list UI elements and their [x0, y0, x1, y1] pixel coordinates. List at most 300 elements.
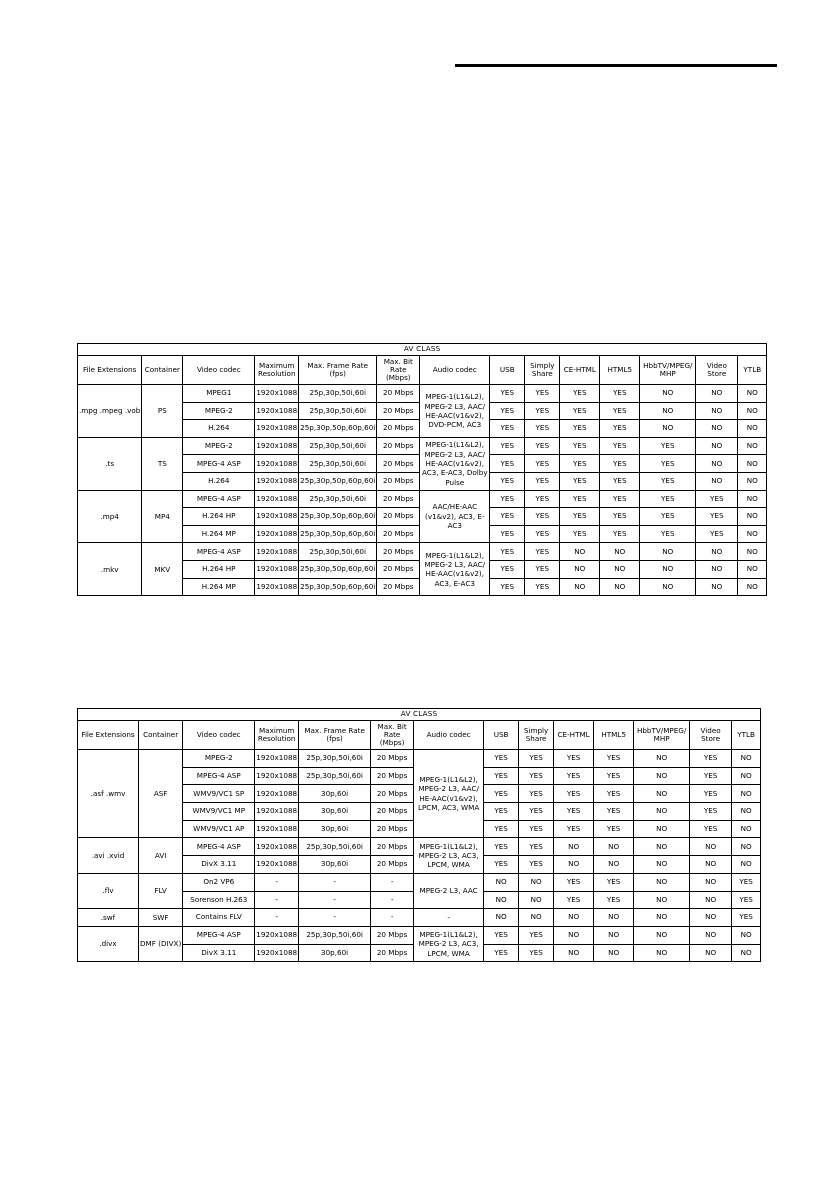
simply-share-support-cell: YES [519, 820, 554, 838]
resolution-cell: 1920x1088 [255, 767, 299, 785]
simply-share-support-cell: NO [519, 873, 554, 891]
bit-rate-cell: 20 Mbps [371, 944, 414, 962]
video-codec-cell: MPEG-4 ASP [183, 543, 255, 561]
av-class-table-1 [77, 343, 767, 596]
hbbtv-support-cell: NO [634, 838, 690, 856]
usb-support-cell: YES [484, 820, 519, 838]
simply-share-support-cell: YES [525, 578, 560, 596]
video-store-support-cell: NO [696, 560, 738, 578]
frame-rate-cell: 25p,30p,50i,60i [299, 767, 371, 785]
header-file-extensions: File Extensions [78, 721, 139, 750]
hbbtv-support-cell: NO [640, 578, 696, 596]
ce-html-support-cell: YES [560, 402, 600, 420]
table-row [78, 437, 767, 455]
resolution-cell: 1920x1088 [255, 750, 299, 768]
ce-html-support-cell: NO [554, 926, 594, 944]
frame-rate-cell: 30p,60i [299, 803, 371, 821]
html5-support-cell: YES [594, 873, 634, 891]
video-codec-cell: H.264 [183, 420, 255, 438]
container-cell: MKV [142, 543, 183, 596]
ce-html-support-cell: YES [554, 873, 594, 891]
frame-rate-cell: 25p,30p,50i,60i [299, 750, 371, 768]
ce-html-support-cell: YES [554, 803, 594, 821]
bit-rate-cell: 20 Mbps [371, 803, 414, 821]
usb-support-cell: YES [490, 472, 525, 490]
usb-support-cell: YES [484, 856, 519, 874]
video-codec-cell: DivX 3.11 [183, 856, 255, 874]
frame-rate-cell: 30p,60i [299, 785, 371, 803]
simply-share-support-cell: YES [525, 437, 560, 455]
header-simply-share: Simply Share [519, 721, 554, 750]
audio-codec-cell: MPEG-1(L1&L2), MPEG-2 L3, AAC/ HE-AAC(v1&v2), LPCM, AC3, WMA [414, 750, 484, 838]
container-cell: MP4 [142, 490, 183, 543]
html5-support-cell: YES [600, 420, 640, 438]
usb-support-cell: YES [484, 944, 519, 962]
html5-support-cell: YES [600, 472, 640, 490]
ytlb-support-cell: NO [732, 838, 761, 856]
simply-share-support-cell: YES [525, 560, 560, 578]
simply-share-support-cell: YES [525, 455, 560, 473]
av-class-title: AV CLASS [78, 344, 767, 356]
header-ytlb: YTLB [732, 721, 761, 750]
header-html5: HTML5 [600, 356, 640, 385]
html5-support-cell: YES [600, 437, 640, 455]
resolution-cell: - [255, 873, 299, 891]
usb-support-cell: YES [490, 420, 525, 438]
header-max-resolution: Maximum Resolution [255, 356, 299, 385]
ytlb-support-cell: NO [738, 490, 767, 508]
ce-html-support-cell: NO [554, 909, 594, 927]
usb-support-cell: YES [484, 785, 519, 803]
table-row [78, 909, 761, 927]
simply-share-support-cell: YES [525, 525, 560, 543]
container-cell: TS [142, 437, 183, 490]
usb-support-cell: YES [490, 578, 525, 596]
simply-share-support-cell: YES [519, 785, 554, 803]
bit-rate-cell: 20 Mbps [377, 543, 420, 561]
hbbtv-support-cell: NO [640, 560, 696, 578]
html5-support-cell: NO [594, 944, 634, 962]
hbbtv-support-cell: YES [640, 525, 696, 543]
frame-rate-cell: 30p,60i [299, 944, 371, 962]
hbbtv-support-cell: NO [634, 873, 690, 891]
html5-support-cell: YES [594, 803, 634, 821]
video-store-support-cell: YES [690, 750, 732, 768]
video-codec-cell: MPEG-4 ASP [183, 455, 255, 473]
frame-rate-cell: 25p,30p,50i,60i [299, 490, 377, 508]
table-row [78, 838, 761, 856]
av-class-title: AV CLASS [78, 709, 761, 721]
ytlb-support-cell: NO [738, 543, 767, 561]
ce-html-support-cell: YES [560, 508, 600, 526]
table-row [78, 926, 761, 944]
ytlb-support-cell: NO [738, 560, 767, 578]
ytlb-support-cell: NO [732, 785, 761, 803]
simply-share-support-cell: YES [525, 420, 560, 438]
hbbtv-support-cell: NO [634, 750, 690, 768]
ytlb-support-cell: NO [738, 578, 767, 596]
video-store-support-cell: NO [696, 578, 738, 596]
ce-html-support-cell: NO [554, 856, 594, 874]
bit-rate-cell: 20 Mbps [371, 767, 414, 785]
bit-rate-cell: 20 Mbps [371, 838, 414, 856]
header-container: Container [142, 356, 183, 385]
video-codec-cell: MPEG-4 ASP [183, 926, 255, 944]
ytlb-support-cell: NO [738, 525, 767, 543]
video-store-support-cell: YES [696, 508, 738, 526]
video-codec-cell: MPEG-4 ASP [183, 490, 255, 508]
resolution-cell: 1920x1088 [255, 402, 299, 420]
video-store-support-cell: NO [690, 838, 732, 856]
audio-codec-cell: MPEG-1(L1&L2), MPEG-2 L3, AC3, LPCM, WMA [414, 838, 484, 873]
header-max-resolution: Maximum Resolution [255, 721, 299, 750]
ytlb-support-cell: NO [738, 472, 767, 490]
html5-support-cell: YES [594, 820, 634, 838]
simply-share-support-cell: YES [519, 838, 554, 856]
header-max-bit-rate: Max. Bit Rate (Mbps) [371, 721, 414, 750]
ce-html-support-cell: YES [560, 455, 600, 473]
ytlb-support-cell: YES [732, 873, 761, 891]
header-row [78, 721, 761, 750]
ytlb-support-cell: NO [732, 820, 761, 838]
file-extension-cell: .mpg .mpeg .vob [78, 385, 142, 438]
ytlb-support-cell: NO [732, 767, 761, 785]
resolution-cell: 1920x1088 [255, 420, 299, 438]
usb-support-cell: YES [484, 838, 519, 856]
ytlb-support-cell: NO [732, 944, 761, 962]
html5-support-cell: NO [600, 578, 640, 596]
resolution-cell: 1920x1088 [255, 820, 299, 838]
ce-html-support-cell: YES [554, 767, 594, 785]
hbbtv-support-cell: NO [634, 891, 690, 909]
video-codec-cell: MPEG-4 ASP [183, 838, 255, 856]
header-ce-html: CE-HTML [554, 721, 594, 750]
header-video-codec: Video codec [183, 721, 255, 750]
file-extension-cell: .divx [78, 926, 139, 961]
video-codec-cell: H.264 MP [183, 578, 255, 596]
html5-support-cell: YES [594, 750, 634, 768]
usb-support-cell: YES [490, 455, 525, 473]
header-usb: USB [484, 721, 519, 750]
frame-rate-cell: 25p,30p,50i,60i [299, 437, 377, 455]
video-store-support-cell: NO [696, 420, 738, 438]
hbbtv-support-cell: NO [634, 803, 690, 821]
video-store-support-cell: NO [696, 472, 738, 490]
ytlb-support-cell: NO [738, 455, 767, 473]
file-extension-cell: .ts [78, 437, 142, 490]
ce-html-support-cell: YES [560, 437, 600, 455]
top-rule [455, 64, 777, 67]
bit-rate-cell: 20 Mbps [377, 578, 420, 596]
table-row [78, 490, 767, 508]
simply-share-support-cell: YES [525, 543, 560, 561]
resolution-cell: 1920x1088 [255, 926, 299, 944]
header-file-extensions: File Extensions [78, 356, 142, 385]
video-codec-cell: MPEG1 [183, 385, 255, 403]
ytlb-support-cell: YES [732, 909, 761, 927]
ce-html-support-cell: YES [560, 472, 600, 490]
resolution-cell: 1920x1088 [255, 437, 299, 455]
table-row [78, 543, 767, 561]
header-ytlb: YTLB [738, 356, 767, 385]
hbbtv-support-cell: YES [640, 437, 696, 455]
header-usb: USB [490, 356, 525, 385]
usb-support-cell: NO [484, 909, 519, 927]
html5-support-cell: YES [594, 891, 634, 909]
simply-share-support-cell: YES [519, 926, 554, 944]
ce-html-support-cell: YES [554, 820, 594, 838]
audio-codec-cell: MPEG-2 L3, AAC [414, 873, 484, 908]
simply-share-support-cell: YES [525, 472, 560, 490]
ce-html-support-cell: YES [560, 525, 600, 543]
bit-rate-cell: 20 Mbps [371, 785, 414, 803]
usb-support-cell: YES [490, 437, 525, 455]
audio-codec-cell: MPEG-1(L1&L2), MPEG-2 L3, AC3, LPCM, WMA [414, 926, 484, 961]
usb-support-cell: YES [490, 385, 525, 403]
bit-rate-cell: 20 Mbps [371, 926, 414, 944]
video-store-support-cell: YES [696, 525, 738, 543]
video-store-support-cell: YES [696, 490, 738, 508]
html5-support-cell: NO [594, 909, 634, 927]
ytlb-support-cell: NO [732, 856, 761, 874]
simply-share-support-cell: YES [519, 803, 554, 821]
ytlb-support-cell: NO [732, 750, 761, 768]
html5-support-cell: NO [600, 560, 640, 578]
resolution-cell: 1920x1088 [255, 803, 299, 821]
hbbtv-support-cell: NO [640, 385, 696, 403]
video-codec-cell: MPEG-4 ASP [183, 767, 255, 785]
ytlb-support-cell: NO [738, 385, 767, 403]
frame-rate-cell: 25p,30p,50p,60p,60i [299, 578, 377, 596]
file-extension-cell: .mkv [78, 543, 142, 596]
html5-support-cell: NO [594, 926, 634, 944]
hbbtv-support-cell: NO [634, 856, 690, 874]
video-store-support-cell: NO [696, 385, 738, 403]
av-class-table-2 [77, 708, 761, 962]
video-codec-cell: On2 VP6 [183, 873, 255, 891]
hbbtv-support-cell: NO [634, 909, 690, 927]
video-store-support-cell: NO [690, 944, 732, 962]
video-store-support-cell: NO [696, 543, 738, 561]
resolution-cell: 1920x1088 [255, 560, 299, 578]
usb-support-cell: YES [490, 543, 525, 561]
ce-html-support-cell: YES [554, 785, 594, 803]
video-codec-cell: DivX 3.11 [183, 944, 255, 962]
hbbtv-support-cell: NO [634, 820, 690, 838]
usb-support-cell: YES [484, 750, 519, 768]
bit-rate-cell: 20 Mbps [377, 560, 420, 578]
bit-rate-cell: 20 Mbps [377, 525, 420, 543]
ce-html-support-cell: YES [554, 891, 594, 909]
video-codec-cell: H.264 HP [183, 508, 255, 526]
video-codec-cell: Sorenson H.263 [183, 891, 255, 909]
header-ce-html: CE-HTML [560, 356, 600, 385]
bit-rate-cell: - [371, 909, 414, 927]
video-codec-cell: WMV9/VC1 SP [183, 785, 255, 803]
header-audio-codec: Audio codec [420, 356, 490, 385]
file-extension-cell: .asf .wmv [78, 750, 139, 838]
ytlb-support-cell: NO [738, 402, 767, 420]
header-video-store: Video Store [690, 721, 732, 750]
ytlb-support-cell: NO [732, 803, 761, 821]
frame-rate-cell: 25p,30p,50i,60i [299, 402, 377, 420]
ytlb-support-cell: NO [738, 437, 767, 455]
frame-rate-cell: 25p,30p,50i,60i [299, 926, 371, 944]
video-codec-cell: MPEG-2 [183, 750, 255, 768]
usb-support-cell: NO [484, 873, 519, 891]
video-codec-cell: H.264 MP [183, 525, 255, 543]
bit-rate-cell: 20 Mbps [377, 455, 420, 473]
frame-rate-cell: 25p,30p,50i,60i [299, 455, 377, 473]
video-store-support-cell: NO [696, 402, 738, 420]
html5-support-cell: YES [600, 525, 640, 543]
audio-codec-cell: - [414, 909, 484, 927]
container-cell: PS [142, 385, 183, 438]
header-max-frame-rate: Max. Frame Rate (fps) [299, 721, 371, 750]
audio-codec-cell: MPEG-1(L1&L2), MPEG-2 L3, AAC/ HE-AAC(v1&v2), AC3, E-AC3 [420, 543, 490, 596]
resolution-cell: 1920x1088 [255, 856, 299, 874]
header-max-bit-rate: Max. Bit Rate (Mbps) [377, 356, 420, 385]
html5-support-cell: YES [594, 785, 634, 803]
html5-support-cell: NO [594, 856, 634, 874]
video-codec-cell: Contains FLV [183, 909, 255, 927]
bit-rate-cell: 20 Mbps [377, 402, 420, 420]
video-store-support-cell: NO [696, 437, 738, 455]
bit-rate-cell: 20 Mbps [371, 820, 414, 838]
bit-rate-cell: 20 Mbps [377, 508, 420, 526]
container-cell: ASF [139, 750, 183, 838]
header-max-frame-rate: Max. Frame Rate (fps) [299, 356, 377, 385]
resolution-cell: 1920x1088 [255, 525, 299, 543]
video-store-support-cell: NO [690, 856, 732, 874]
bit-rate-cell: - [371, 891, 414, 909]
header-video-codec: Video codec [183, 356, 255, 385]
hbbtv-support-cell: YES [640, 472, 696, 490]
resolution-cell: 1920x1088 [255, 455, 299, 473]
html5-support-cell: YES [600, 455, 640, 473]
resolution-cell: - [255, 909, 299, 927]
video-codec-cell: MPEG-2 [183, 437, 255, 455]
frame-rate-cell: 25p,30p,50p,60p,60i [299, 508, 377, 526]
simply-share-support-cell: YES [519, 856, 554, 874]
simply-share-support-cell: NO [519, 909, 554, 927]
video-codec-cell: H.264 HP [183, 560, 255, 578]
ce-html-support-cell: YES [560, 420, 600, 438]
bit-rate-cell: 20 Mbps [371, 750, 414, 768]
resolution-cell: 1920x1088 [255, 944, 299, 962]
video-store-support-cell: NO [690, 873, 732, 891]
html5-support-cell: YES [600, 508, 640, 526]
ytlb-support-cell: NO [738, 508, 767, 526]
bit-rate-cell: 20 Mbps [377, 420, 420, 438]
frame-rate-cell: 25p,30p,50i,60i [299, 838, 371, 856]
frame-rate-cell: 25p,30p,50p,60p,60i [299, 472, 377, 490]
table-row [78, 385, 767, 403]
resolution-cell: 1920x1088 [255, 785, 299, 803]
video-codec-cell: WMV9/VC1 AP [183, 820, 255, 838]
video-store-support-cell: YES [690, 803, 732, 821]
frame-rate-cell: 25p,30p,50p,60p,60i [299, 525, 377, 543]
usb-support-cell: YES [484, 767, 519, 785]
html5-support-cell: YES [600, 490, 640, 508]
usb-support-cell: YES [484, 803, 519, 821]
simply-share-support-cell: YES [525, 385, 560, 403]
resolution-cell: 1920x1088 [255, 543, 299, 561]
frame-rate-cell: 25p,30p,50i,60i [299, 543, 377, 561]
ce-html-support-cell: NO [554, 838, 594, 856]
file-extension-cell: .swf [78, 909, 139, 927]
frame-rate-cell: 30p,60i [299, 820, 371, 838]
frame-rate-cell: - [299, 873, 371, 891]
html5-support-cell: YES [600, 385, 640, 403]
file-extension-cell: .flv [78, 873, 139, 908]
video-codec-cell: WMV9/VC1 MP [183, 803, 255, 821]
frame-rate-cell: 30p,60i [299, 856, 371, 874]
header-container: Container [139, 721, 183, 750]
simply-share-support-cell: YES [525, 402, 560, 420]
usb-support-cell: YES [490, 402, 525, 420]
video-store-support-cell: YES [690, 767, 732, 785]
resolution-cell: 1920x1088 [255, 838, 299, 856]
bit-rate-cell: 20 Mbps [377, 385, 420, 403]
simply-share-support-cell: YES [519, 750, 554, 768]
usb-support-cell: NO [484, 891, 519, 909]
video-store-support-cell: NO [696, 455, 738, 473]
hbbtv-support-cell: NO [640, 420, 696, 438]
audio-codec-cell: AAC/HE-AAC (v1&v2), AC3, E-AC3 [420, 490, 490, 543]
resolution-cell: 1920x1088 [255, 508, 299, 526]
header-hbbtv: HbbTV/MPEG/ MHP [634, 721, 690, 750]
audio-codec-cell: MPEG-1(L1&L2), MPEG-2 L3, AAC/ HE-AAC(v1&v2), AC3, E-AC3, Dolby Pulse [420, 437, 490, 490]
frame-rate-cell: - [299, 891, 371, 909]
video-store-support-cell: NO [690, 926, 732, 944]
ce-html-support-cell: NO [560, 543, 600, 561]
frame-rate-cell: 25p,30p,50i,60i [299, 385, 377, 403]
html5-support-cell: YES [600, 402, 640, 420]
resolution-cell: 1920x1088 [255, 472, 299, 490]
simply-share-support-cell: YES [519, 767, 554, 785]
file-extension-cell: .mp4 [78, 490, 142, 543]
simply-share-support-cell: YES [525, 508, 560, 526]
simply-share-support-cell: YES [519, 944, 554, 962]
resolution-cell: 1920x1088 [255, 578, 299, 596]
header-html5: HTML5 [594, 721, 634, 750]
frame-rate-cell: - [299, 909, 371, 927]
table-row [78, 750, 761, 768]
ytlb-support-cell: YES [732, 891, 761, 909]
video-store-support-cell: NO [690, 891, 732, 909]
resolution-cell: - [255, 891, 299, 909]
frame-rate-cell: 25p,30p,50p,60p,60i [299, 420, 377, 438]
bit-rate-cell: 20 Mbps [371, 856, 414, 874]
header-video-store: Video Store [696, 356, 738, 385]
table-row [78, 873, 761, 891]
frame-rate-cell: 25p,30p,50p,60p,60i [299, 560, 377, 578]
ce-html-support-cell: YES [560, 385, 600, 403]
video-codec-cell: MPEG-2 [183, 402, 255, 420]
hbbtv-support-cell: NO [640, 402, 696, 420]
container-cell: AVI [139, 838, 183, 873]
container-cell: DMF (DIVX) [139, 926, 183, 961]
hbbtv-support-cell: NO [634, 767, 690, 785]
av-class-row [78, 709, 761, 721]
hbbtv-support-cell: YES [640, 490, 696, 508]
container-cell: FLV [139, 873, 183, 908]
video-store-support-cell: NO [690, 909, 732, 927]
bit-rate-cell: 20 Mbps [377, 437, 420, 455]
audio-codec-cell: MPEG-1(L1&L2), MPEG-2 L3, AAC/ HE-AAC(v1&v2), DVD-PCM, AC3 [420, 385, 490, 438]
hbbtv-support-cell: YES [640, 455, 696, 473]
